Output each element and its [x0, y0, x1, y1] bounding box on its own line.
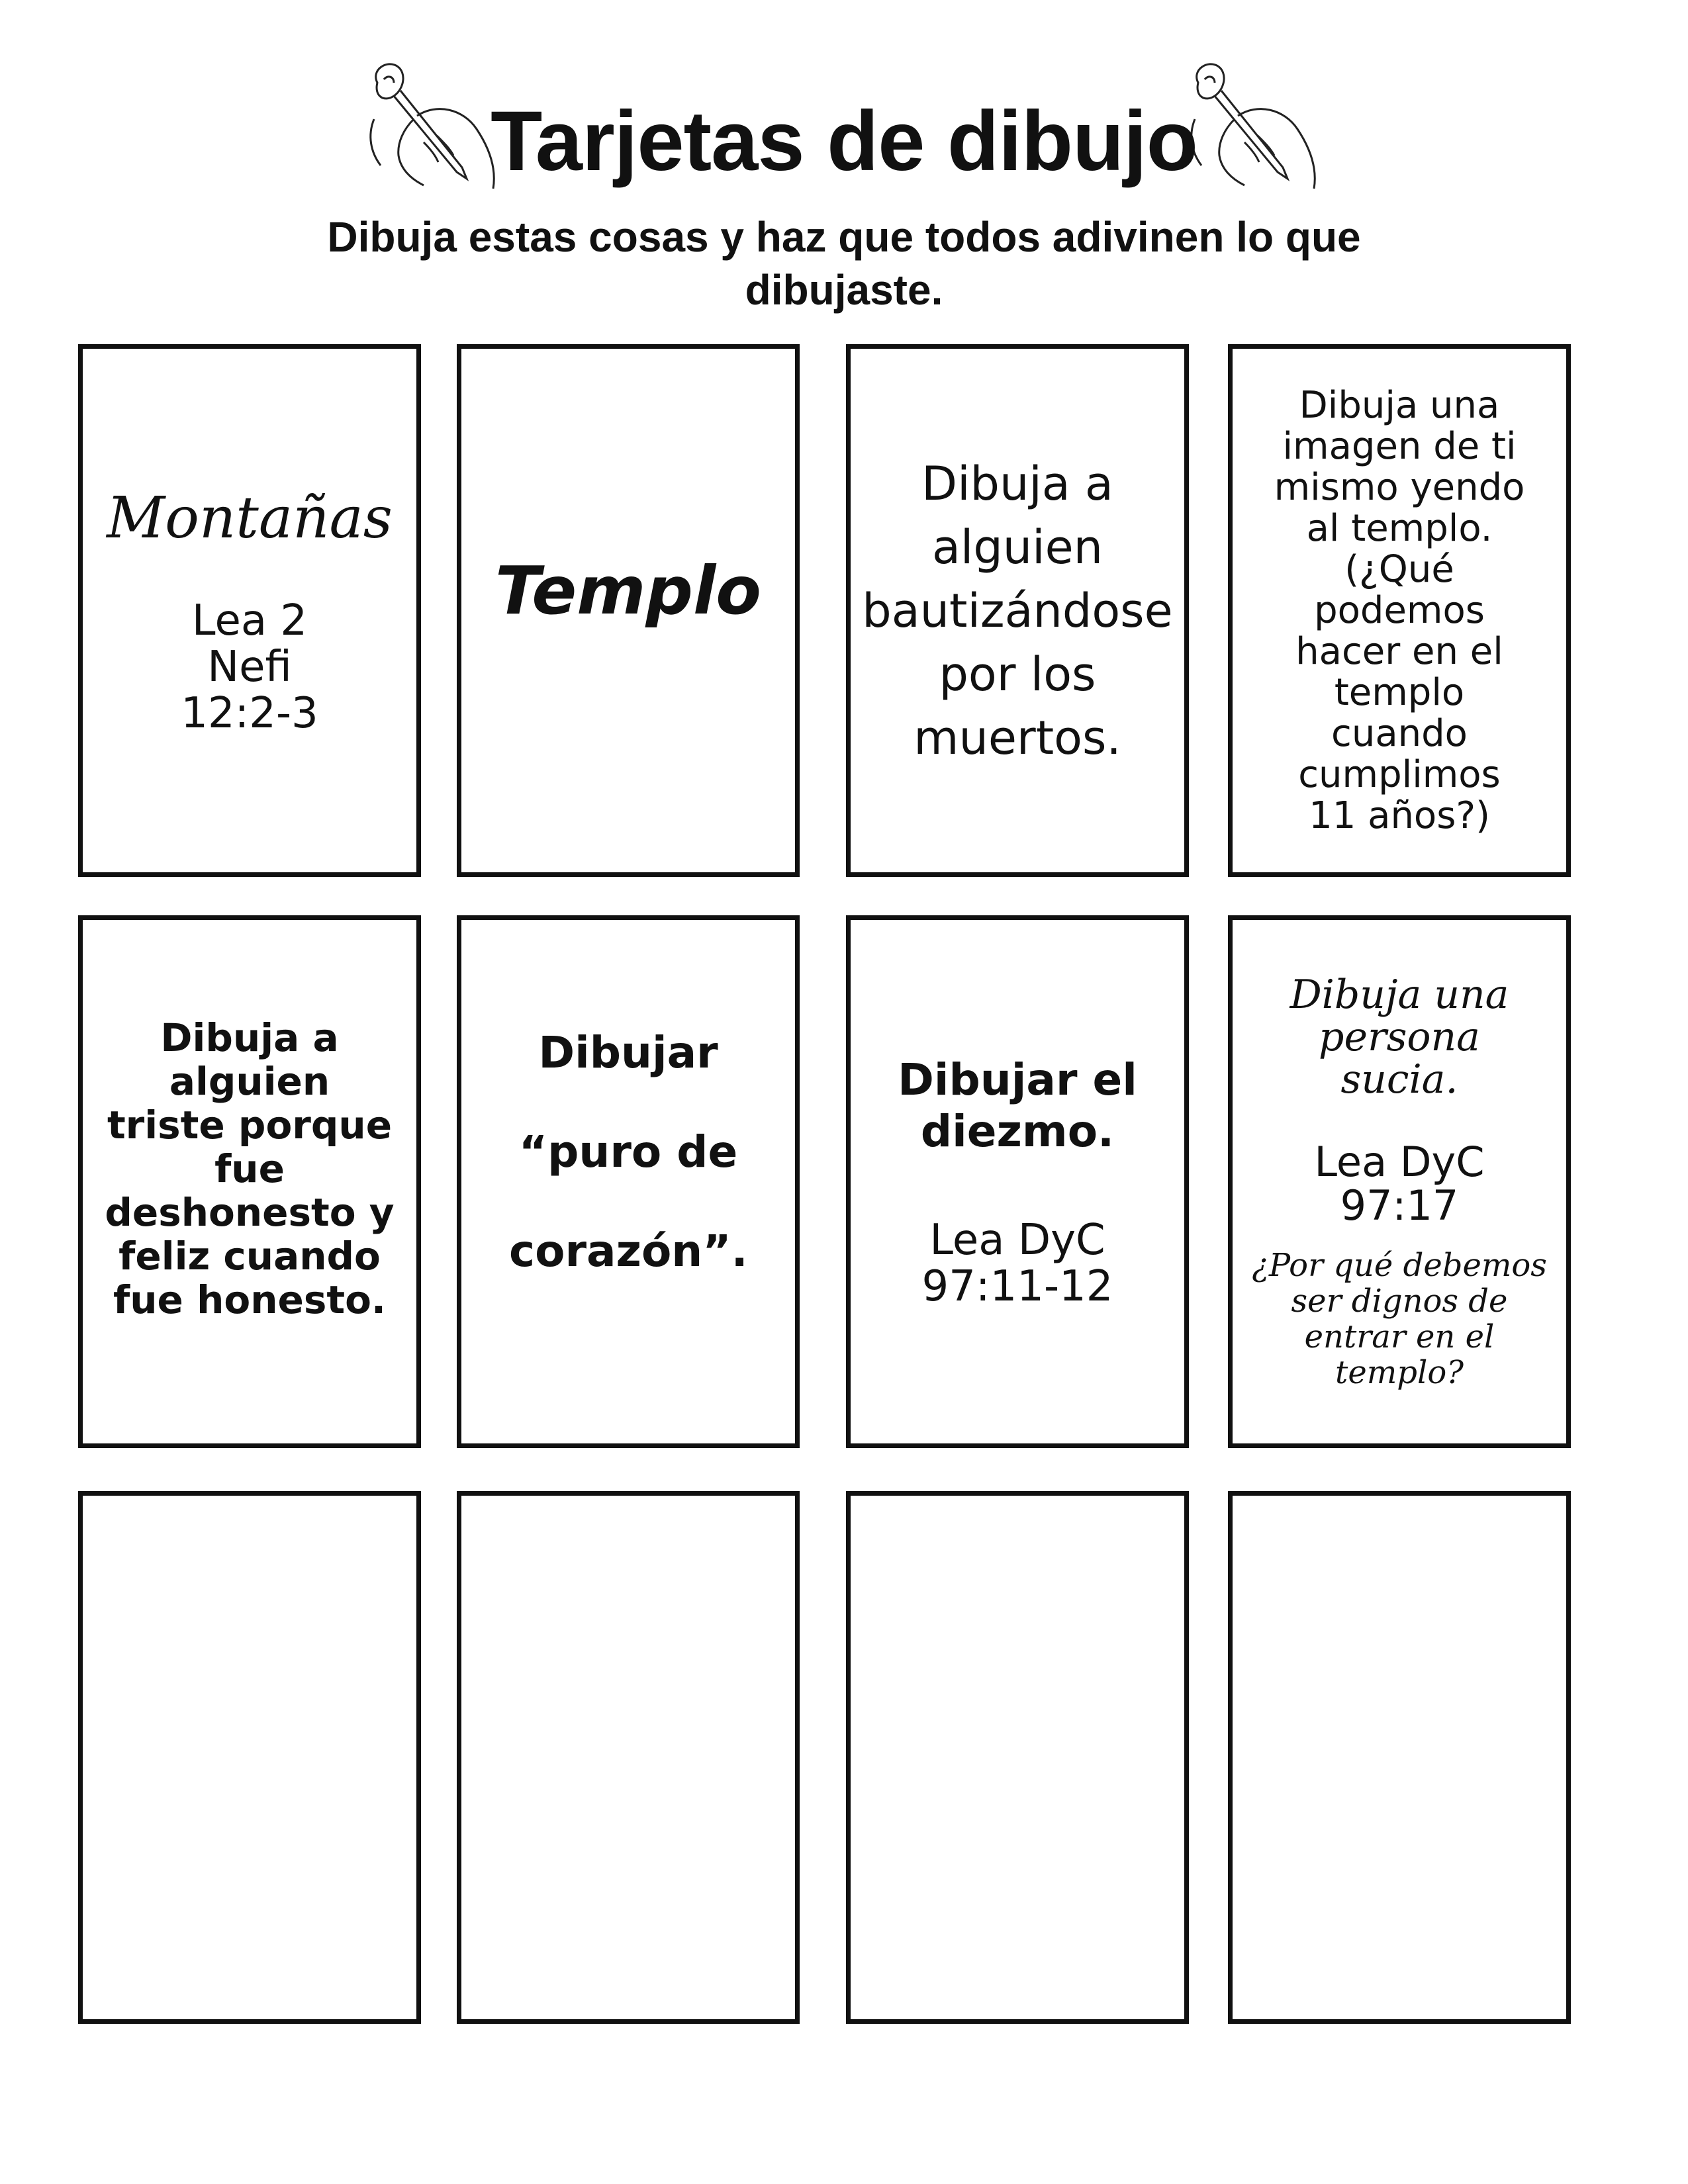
page-subtitle: Dibuja estas cosas y haz que todos adivinen lo que dibujaste.	[327, 213, 1361, 314]
drawing-card-6	[457, 915, 800, 1448]
card-main-text: Dibujar “puro de corazón”.	[509, 1026, 748, 1277]
drawing-card-3	[846, 344, 1189, 877]
card-reference: Lea 2 Nefi 12:2-3	[181, 596, 318, 738]
card-reference: Lea DyC 97:17	[1314, 1137, 1485, 1230]
drawing-card-4	[1228, 344, 1571, 877]
card-reference: Lea DyC 97:11-12	[921, 1215, 1113, 1311]
drawing-card-8	[1228, 915, 1571, 1448]
blank-card-9	[78, 1491, 421, 2024]
card-main-text: Dibuja una persona sucia.	[1289, 971, 1509, 1103]
page-title: Tarjetas de dibujo	[491, 94, 1197, 189]
card-main-text: Dibuja a alguien bautizándose por los muertos.	[862, 456, 1173, 765]
drawing-card-1	[78, 344, 421, 877]
drawing-card-5	[78, 915, 421, 1448]
card-question: ¿Por qué debemos ser dignos de entrar en el templo?	[1252, 1246, 1547, 1391]
card-main-text: Templo	[495, 552, 761, 629]
blank-card-11	[846, 1491, 1189, 2024]
card-main-text: Dibuja una imagen de ti mismo yendo al templo. (¿Qué podemos hacer en el templo cuando cumplimos 11 años?)	[1274, 383, 1525, 837]
blank-card-12	[1228, 1491, 1571, 2024]
card-main-text: Dibujar el diezmo.	[898, 1054, 1137, 1157]
card-main-text: Montañas	[107, 484, 393, 551]
drawing-card-7	[846, 915, 1189, 1448]
card-main-text: Dibuja a alguien triste porque fue deshonesto y feliz cuando fue honesto.	[105, 1015, 395, 1322]
blank-card-10	[457, 1491, 800, 2024]
drawing-card-2	[457, 344, 800, 877]
